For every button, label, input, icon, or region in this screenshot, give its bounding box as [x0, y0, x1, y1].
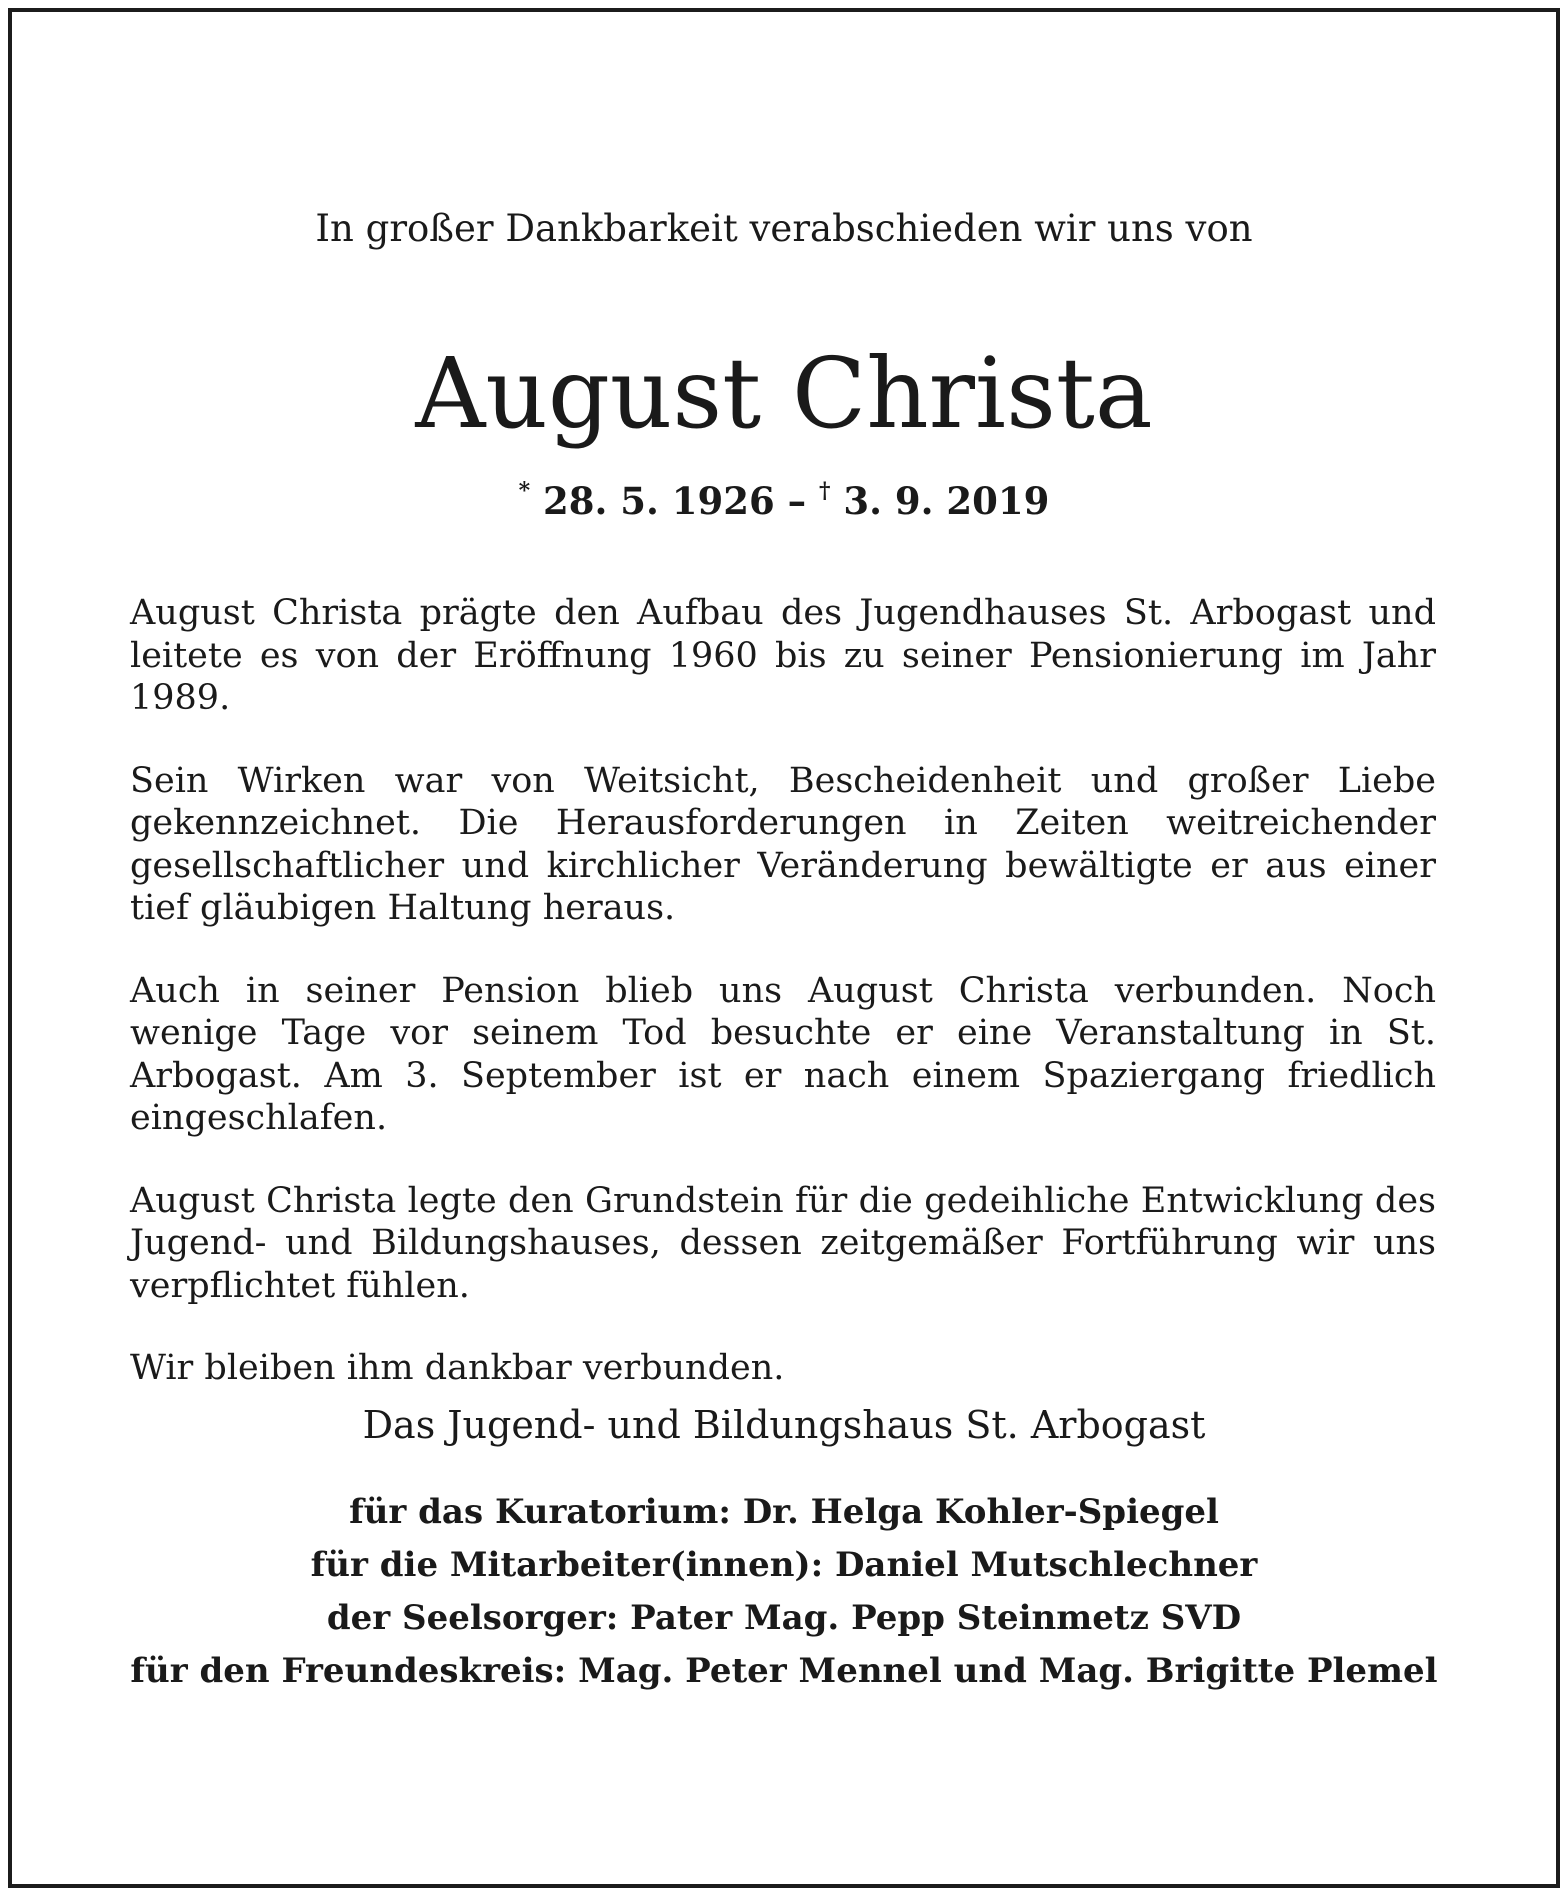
life-dates	[0, 465, 1568, 527]
signers-list	[0, 1486, 1568, 1698]
date-separator: –	[774, 479, 819, 523]
deceased-name: August Christa	[415, 337, 1153, 450]
signer-freundeskreis: für den Freundeskreis: Mag. Peter Mennel und Mag. Brigitte Plemel	[130, 1651, 1438, 1691]
paragraph-1: August Christa prägte den Aufbau des Jugendhauses St. Arbogast und leitete es von der Eröffnung 1960 bis zu seiner Pensionierung im Jahr 1989.	[130, 593, 1436, 718]
signer-kuratorium: für das Kuratorium: Dr. Helga Kohler-Spiegel	[349, 1492, 1219, 1532]
death-symbol: †	[819, 478, 831, 504]
birth-symbol: *	[518, 478, 531, 504]
birth-date: 28. 5. 1926	[542, 479, 775, 523]
paragraph-4: August Christa legte den Grundstein für die gedeihliche Entwicklung des Jugend- und Bildungshauses, dessen zeitgemäßer Fortführung wir uns verpflichtet fühlen.	[130, 1180, 1436, 1306]
intro-line: In großer Dankbarkeit verabschieden wir uns von	[315, 207, 1253, 250]
signer-mitarbeiter: für die Mitarbeiter(innen): Daniel Mutschlechner	[310, 1545, 1258, 1585]
institution-signature: Das Jugend- und Bildungshaus St. Arbogast	[362, 1403, 1206, 1447]
paragraph-5: Wir bleiben ihm dankbar verbunden.	[130, 1348, 785, 1388]
paragraph-2: Sein Wirken war von Weitsicht, Bescheidenheit und großer Liebe gekennzeichnet. Die Herausforderungen in Zeiten weitreichender gesellschaftlicher und kirchlicher Veränderung bewältigte er aus einer tief gläubigen Haltung heraus.	[130, 760, 1436, 928]
signer-seelsorger: der Seelsorger: Pater Mag. Pepp Steinmetz SVD	[326, 1598, 1242, 1638]
obituary-text	[130, 592, 1436, 1430]
death-date: 3. 9. 2019	[843, 479, 1050, 523]
paragraph-3: Auch in seiner Pension blieb uns August Christa verbunden. Noch wenige Tage vor seinem Tod besuchte er eine Veranstaltung in St. Arbogast. Am 3. September ist er nach einem Spaziergang friedlich eingeschlafen.	[130, 970, 1436, 1138]
